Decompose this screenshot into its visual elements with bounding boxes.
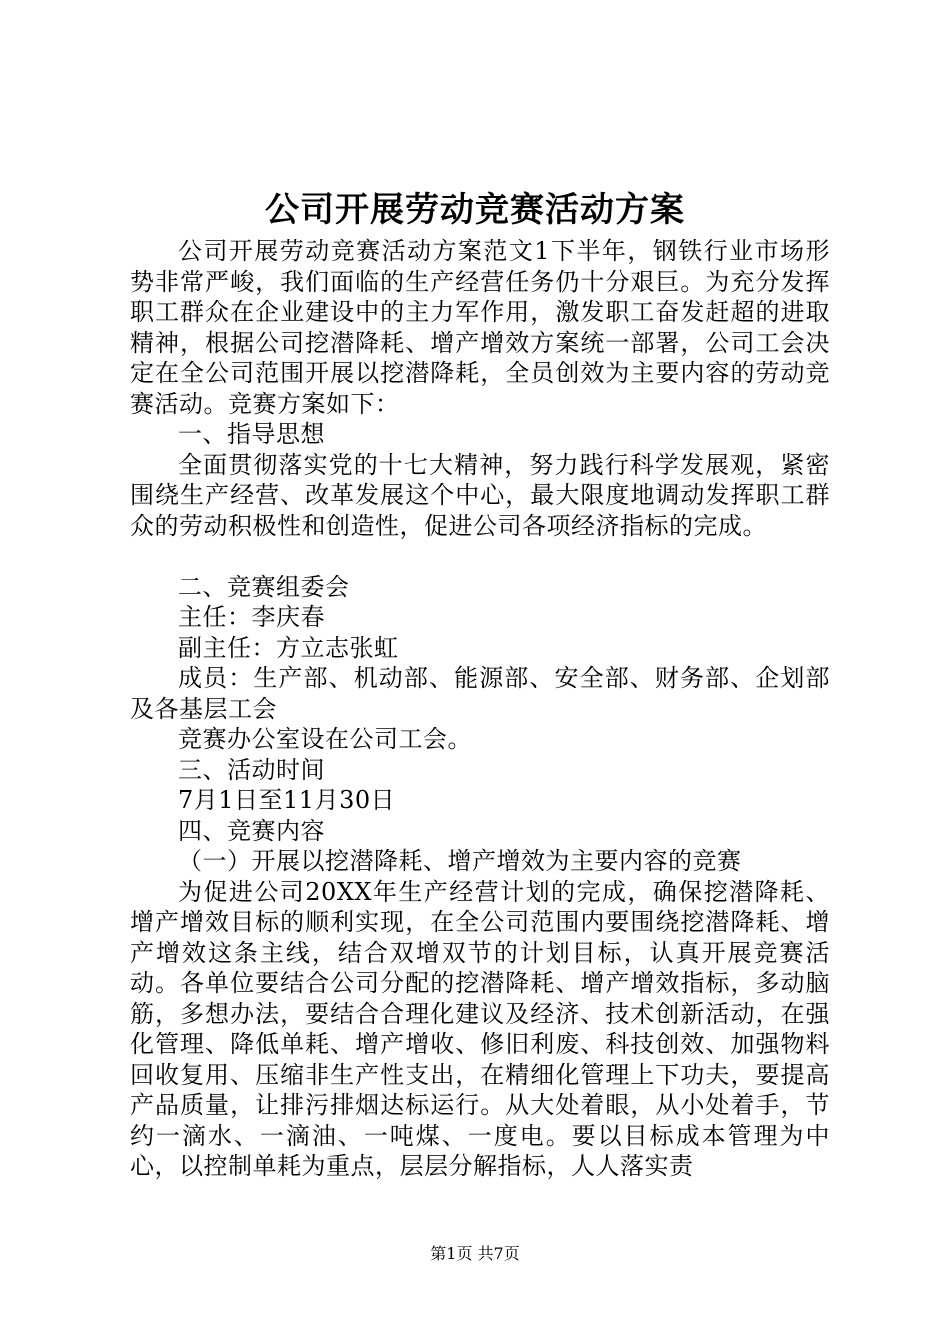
document-title: 公司开展劳动竞赛活动方案 <box>265 190 685 230</box>
committee-members: 成员：生产部、机动部、能源部、安全部、财务部、企划部及各基层工会 <box>130 664 830 723</box>
guiding-ideology-paragraph: 全面贯彻落实党的十七大精神，努力践行科学发展观，紧密围绕生产经营、改革发展这个中心，最大限度地调动发挥职工群众的劳动积极性和创造性，促进公司各项经济指标的完成。 <box>130 450 830 540</box>
intro-paragraph: 公司开展劳动竞赛活动方案范文1下半年，钢铁行业市场形势非常严峻，我们面临的生产经营任务仍十分艰巨。为充分发挥职工群众在企业建设中的主力军作用，激发职工奋发赶超的进取精神，根据公司挖潜降耗、增产增效方案统一部署，公司工会决定在全公司范围开展以挖潜降耗，全员创效为主要内容的劳动竞赛活动。竞赛方案如下： <box>130 237 830 418</box>
section-heading-guiding-ideology: 一、指导思想 <box>178 420 325 448</box>
section-heading-schedule: 三、活动时间 <box>178 755 325 784</box>
page-number-footer: 第1页 共7页 <box>430 1244 520 1263</box>
section-heading-committee: 二、竞赛组委会 <box>178 572 350 601</box>
document-body <box>130 236 830 1182</box>
subsection-heading-1: （一）开展以挖潜降耗、增产增效为主要内容的竞赛 <box>178 847 742 875</box>
committee-office: 竞赛办公室设在公司工会。 <box>178 725 472 753</box>
section-heading-content: 四、竞赛内容 <box>178 816 325 845</box>
blank-line <box>130 541 830 572</box>
schedule-dates: 7月1日至11月30日 <box>178 786 396 814</box>
content-paragraph: 为促进公司20XX年生产经营计划的完成，确保挖潜降耗、增产增效目标的顺利实现，在全公司范围内要围绕挖潜降耗、增产增效这条主线，结合双增双节的计划目标，认真开展竞赛活动。各单位要结合公司分配的挖潜降耗、增产增效指标，多动脑筋，多想办法，要结合合理化建议及经济、技术创新活动，在强化管理、降低单耗、增产增收、修旧利废、科技创效、加强物料回收复用、压缩非生产性支出，在精细化管理上下功夫，要提高产品质量，让排污排烟达标运行。从大处着眼，从小处着手，节约一滴水、一滴油、一吨煤、一度电。要以目标成本管理为中心，以控制单耗为重点，层层分解指标，人人落实责 <box>130 877 830 1180</box>
committee-director: 主任：李庆春 <box>178 603 325 631</box>
committee-deputy-director: 副主任：方立志张虹 <box>178 633 399 662</box>
